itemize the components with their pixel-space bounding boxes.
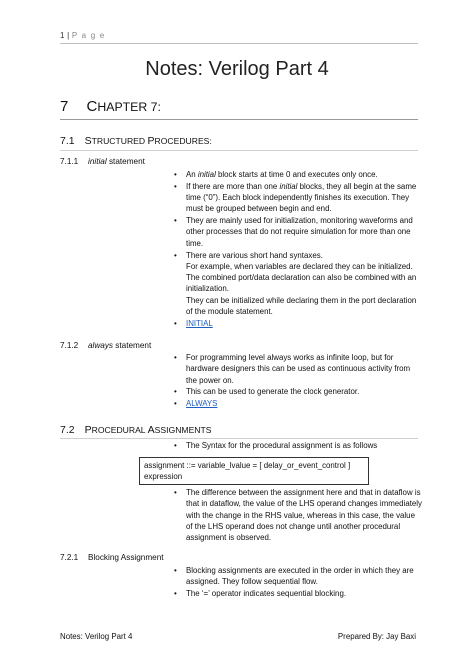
heading-rest: ROCEDURAL xyxy=(91,425,148,435)
chapter-number: 7 xyxy=(60,98,69,115)
page-word: P a g e xyxy=(71,31,106,40)
heading-cap: A xyxy=(147,424,155,436)
heading-rest: TRUCTURED xyxy=(91,136,148,146)
section-7-1-heading xyxy=(60,135,212,147)
always-link[interactable]: ALWAYS xyxy=(186,399,218,409)
chapter-heading xyxy=(60,98,161,115)
section-7-2-rule xyxy=(60,438,418,439)
section-number: 7.1.2 xyxy=(60,341,79,350)
code-line: expression xyxy=(144,472,183,481)
chapter-rule xyxy=(60,119,418,120)
heading-cap: P xyxy=(147,135,155,147)
list-item xyxy=(186,398,422,409)
list-item: • There are various short hand syntaxes. For example, when variables are declared they can be initialized. The combined port/data declaration can also be combined with an initialization. They can be initialized while declaring them in the port declaration of the module statement. xyxy=(186,250,422,318)
heading-rest: ROCEDURES: xyxy=(154,136,212,146)
document-title: Notes: Verilog Part 4 xyxy=(145,58,329,80)
section-7-2-heading xyxy=(60,424,212,436)
section-7-1-rule xyxy=(60,150,418,151)
heading-rest: statement xyxy=(113,341,152,350)
section-7-2-1-heading xyxy=(60,553,164,562)
initial-bullet-list xyxy=(186,169,422,330)
page-separator: | xyxy=(67,31,70,40)
section-number: 7.2.1 xyxy=(60,553,79,562)
list-item: • Blocking assignments are executed in the order in which they are assigned. They follow sequential flow. xyxy=(186,565,422,588)
chapter-cap: C xyxy=(86,98,98,115)
always-bullet-list xyxy=(186,352,422,410)
syntax-code-box xyxy=(139,457,369,485)
heading-keyword: initial xyxy=(88,157,107,166)
section-number: 7.2 xyxy=(60,424,75,436)
header-rule xyxy=(60,43,418,44)
code-line: assignment ::= variable_lvalue = [ delay_or_event_control ] xyxy=(144,461,351,470)
procedural-intro-list xyxy=(186,440,422,452)
initial-link[interactable]: INITIAL xyxy=(186,318,213,328)
footer-right: Prepared By: Jay Baxi xyxy=(337,632,416,641)
heading-rest: SSIGNMENTS xyxy=(154,425,212,435)
section-number: 7.1.1 xyxy=(60,157,79,166)
list-item: • This can be used to generate the clock generator. xyxy=(186,386,422,397)
procedural-diff-list xyxy=(186,487,422,544)
page-header xyxy=(60,31,105,40)
list-item: • They are mainly used for initialization, monitoring waveforms and other processes that do not require simulation for more than one time. xyxy=(186,215,422,249)
list-item: • For programming level always works as infinite loop, but for hardware designers this can be used as continuous activity from the power on. xyxy=(186,352,422,386)
list-item: • The Syntax for the procedural assignment is as follows xyxy=(186,440,422,451)
heading-cap: P xyxy=(84,424,92,436)
section-number: 7.1 xyxy=(60,135,75,147)
section-7-1-2-heading xyxy=(60,341,151,350)
footer-left: Notes: Verilog Part 4 xyxy=(60,632,133,641)
list-item: • The difference between the assignment here and that in dataflow is that in dataflow, the value of the LHS operand changes immediately with the change in the RHS value, whereas in this case, the value of the LHS operand does not change until another procedural assignment is observed. xyxy=(186,487,422,543)
section-7-1-1-heading xyxy=(60,157,145,166)
heading-keyword: always xyxy=(88,341,114,350)
list-item: • An initial block starts at time 0 and executes only once. xyxy=(186,169,422,180)
list-item xyxy=(186,318,422,329)
chapter-rest: HAPTER 7: xyxy=(97,100,161,114)
list-item: • The ‘=’ operator indicates sequential blocking. xyxy=(186,588,422,599)
page-number: 1 xyxy=(60,31,65,40)
heading-rest: statement xyxy=(106,157,145,166)
heading-cap: S xyxy=(84,135,92,147)
heading-title: Blocking Assignment xyxy=(88,553,164,562)
blocking-bullet-list xyxy=(186,565,422,600)
list-item: • If there are more than one initial blocks, they all begin at the same time (“0”). Each block independently finishes its execution. They must be grouped between begin and end. xyxy=(186,181,422,215)
